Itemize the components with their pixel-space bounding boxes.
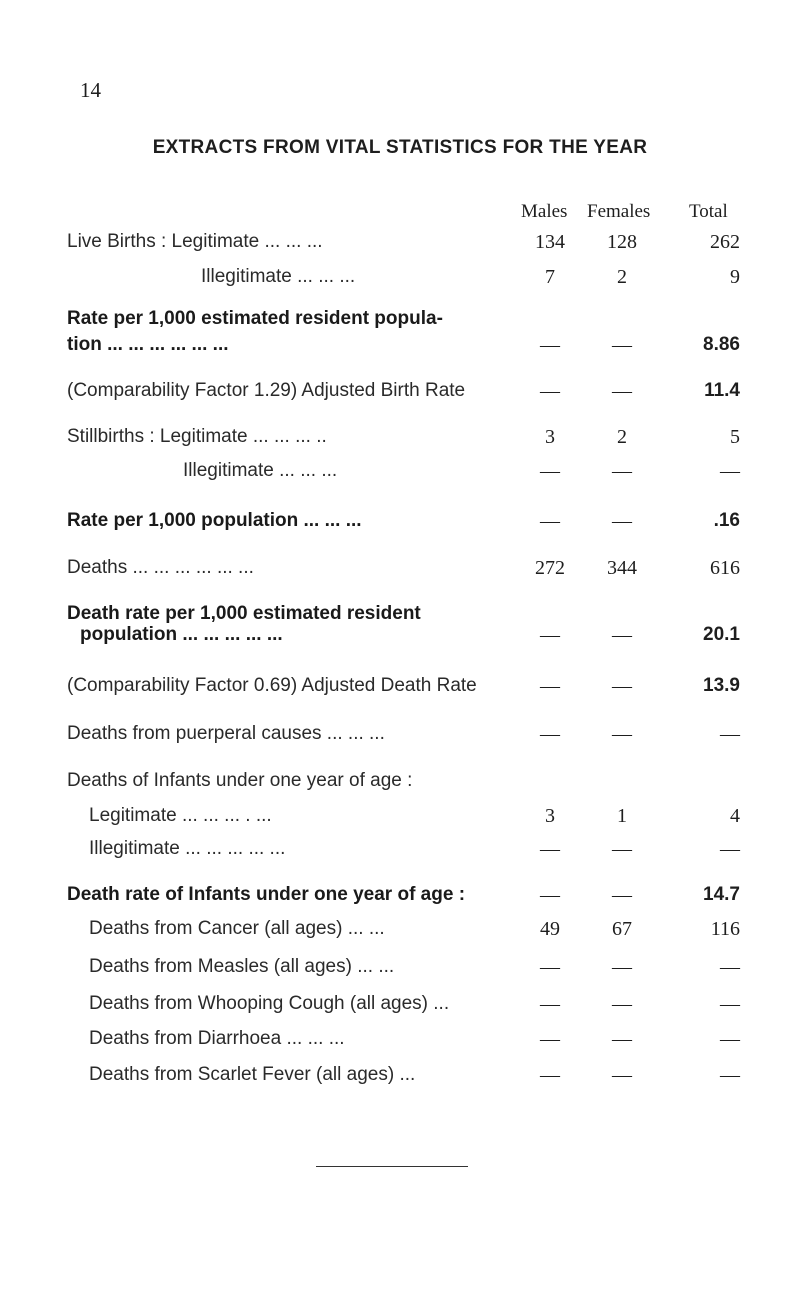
row-label: Illegitimate ... ... ... bbox=[201, 266, 356, 287]
row-label-continued: tion ... ... ... ... ... ... bbox=[67, 334, 229, 355]
row-label: Live Births : Legitimate ... ... ... bbox=[67, 231, 323, 252]
females-value: — bbox=[612, 723, 632, 745]
table-row-whooping-cough-deaths bbox=[0, 993, 800, 1021]
females-value: 1 bbox=[617, 805, 627, 827]
page-title: EXTRACTS FROM VITAL STATISTICS FOR THE YEAR bbox=[152, 137, 648, 158]
table-row-measles-deaths bbox=[0, 956, 800, 984]
males-value: 3 bbox=[545, 805, 555, 827]
table-row-adjusted-death-rate bbox=[0, 675, 800, 703]
table-row-stillbirth-rate bbox=[0, 510, 800, 538]
total-value: — bbox=[720, 1028, 740, 1050]
males-value: — bbox=[540, 460, 560, 482]
total-value: 20.1 bbox=[703, 624, 740, 645]
females-value: — bbox=[612, 838, 632, 860]
total-value: — bbox=[720, 993, 740, 1015]
females-value: — bbox=[612, 460, 632, 482]
males-value: — bbox=[540, 675, 560, 697]
table-row-deaths bbox=[0, 557, 800, 585]
row-label: Stillbirths : Legitimate ... ... ... .. bbox=[67, 426, 327, 447]
total-value: 616 bbox=[710, 557, 740, 579]
row-label: Illegitimate ... ... ... bbox=[183, 460, 338, 481]
table-row-scarlet-fever-deaths bbox=[0, 1064, 800, 1092]
row-label: Rate per 1,000 estimated resident popula- bbox=[67, 308, 443, 329]
table-row-live-births-illegitimate bbox=[0, 266, 800, 294]
total-value: 9 bbox=[730, 266, 740, 288]
row-label: Deaths from Whooping Cough (all ages) ... bbox=[89, 993, 450, 1014]
females-value: 2 bbox=[617, 266, 627, 288]
header-males: Males bbox=[521, 201, 568, 222]
females-value: 128 bbox=[607, 231, 637, 253]
males-value: — bbox=[540, 956, 560, 978]
total-value: — bbox=[720, 460, 740, 482]
row-label: Deaths ... ... ... ... ... ... bbox=[67, 557, 254, 578]
males-value: — bbox=[540, 510, 560, 532]
table-row-death-rate bbox=[0, 624, 800, 652]
males-value: — bbox=[540, 993, 560, 1015]
total-value: — bbox=[720, 1064, 740, 1086]
table-row-adjusted-birth-rate bbox=[0, 380, 800, 408]
row-label: Illegitimate ... ... ... ... ... bbox=[89, 838, 286, 859]
males-value: 272 bbox=[535, 557, 565, 579]
header-total: Total bbox=[689, 201, 728, 222]
females-value: — bbox=[612, 1028, 632, 1050]
total-value: 5 bbox=[730, 426, 740, 448]
total-value: 4 bbox=[730, 805, 740, 827]
total-value: 262 bbox=[710, 231, 740, 253]
row-label: Deaths from Measles (all ages) ... ... bbox=[89, 956, 395, 977]
table-row-infant-deaths-heading bbox=[0, 770, 800, 798]
row-label-continued: population ... ... ... ... ... bbox=[80, 624, 283, 645]
page-number: 14 bbox=[80, 78, 101, 102]
males-value: — bbox=[540, 380, 560, 402]
row-label: Death rate of Infants under one year of age : bbox=[67, 884, 466, 905]
males-value: — bbox=[540, 624, 560, 646]
males-value: — bbox=[540, 334, 560, 356]
table-row-infant-deaths-legitimate bbox=[0, 805, 800, 833]
closing-divider bbox=[316, 1166, 468, 1167]
total-value: 11.4 bbox=[704, 380, 740, 401]
total-value: 116 bbox=[710, 918, 740, 940]
row-label: Deaths from puerperal causes ... ... ... bbox=[67, 723, 385, 744]
table-row-live-births-legitimate bbox=[0, 231, 800, 259]
females-value: — bbox=[612, 380, 632, 402]
table-row-stillbirths-legitimate bbox=[0, 426, 800, 454]
total-value: .16 bbox=[713, 510, 740, 531]
total-value: 14.7 bbox=[703, 884, 740, 905]
total-value: — bbox=[720, 838, 740, 860]
row-label: Deaths from Cancer (all ages) ... ... bbox=[89, 918, 385, 939]
males-value: 7 bbox=[545, 266, 555, 288]
table-row-cancer-deaths bbox=[0, 918, 800, 946]
row-label: Deaths of Infants under one year of age : bbox=[67, 770, 413, 791]
males-value: 49 bbox=[540, 918, 560, 940]
total-value: 8.86 bbox=[703, 334, 740, 355]
total-value: 13.9 bbox=[703, 675, 740, 696]
row-label: (Comparability Factor 0.69) Adjusted Death Rate bbox=[67, 675, 477, 696]
table-row-infant-deaths-illegitimate bbox=[0, 838, 800, 866]
total-value: — bbox=[720, 723, 740, 745]
females-value: — bbox=[612, 510, 632, 532]
females-value: — bbox=[612, 1064, 632, 1086]
row-label: Rate per 1,000 population ... ... ... bbox=[67, 510, 362, 531]
males-value: — bbox=[540, 723, 560, 745]
females-value: 344 bbox=[607, 557, 637, 579]
females-value: — bbox=[612, 956, 632, 978]
males-value: — bbox=[540, 1028, 560, 1050]
header-females: Females bbox=[587, 201, 651, 222]
table-row-puerperal-deaths bbox=[0, 723, 800, 751]
females-value: 2 bbox=[617, 426, 627, 448]
males-value: 3 bbox=[545, 426, 555, 448]
males-value: — bbox=[540, 838, 560, 860]
table-row-diarrhoea-deaths bbox=[0, 1028, 800, 1056]
females-value: — bbox=[612, 884, 632, 906]
females-value: — bbox=[612, 624, 632, 646]
females-value: — bbox=[612, 334, 632, 356]
row-label: Deaths from Scarlet Fever (all ages) ... bbox=[89, 1064, 416, 1085]
females-value: 67 bbox=[612, 918, 632, 940]
row-label: Death rate per 1,000 estimated resident bbox=[67, 603, 421, 624]
males-value: 134 bbox=[535, 231, 565, 253]
row-label: Deaths from Diarrhoea ... ... ... bbox=[89, 1028, 345, 1049]
total-value: — bbox=[720, 956, 740, 978]
table-row-birth-rate bbox=[0, 334, 800, 362]
table-row-stillbirths-illegitimate bbox=[0, 460, 800, 488]
females-value: — bbox=[612, 993, 632, 1015]
row-label: (Comparability Factor 1.29) Adjusted Birth Rate bbox=[67, 380, 466, 401]
table-row-birth-rate-label bbox=[0, 308, 800, 336]
females-value: — bbox=[612, 675, 632, 697]
table-row-infant-death-rate bbox=[0, 884, 800, 912]
row-label: Legitimate ... ... ... . ... bbox=[89, 805, 272, 826]
males-value: — bbox=[540, 884, 560, 906]
males-value: — bbox=[540, 1064, 560, 1086]
